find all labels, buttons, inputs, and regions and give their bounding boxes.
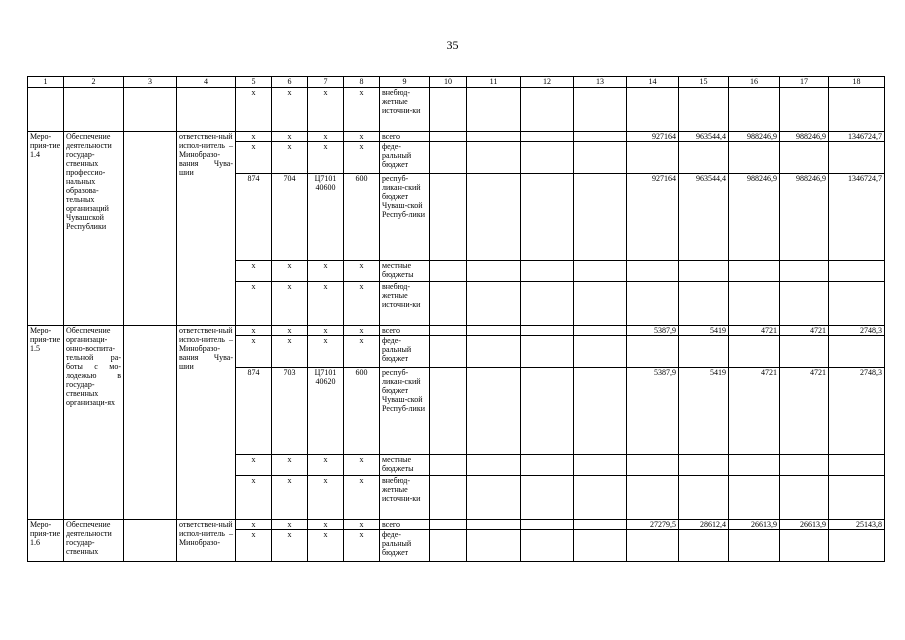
column-number: 3 bbox=[124, 77, 177, 88]
column-number: 2 bbox=[64, 77, 124, 88]
column-number: 12 bbox=[521, 77, 574, 88]
table-row: Меро-прия-тие 1.4 Обеспечение деятельности государ-ственных профессио-нальных образова-тельных организаций Чувашской Республики ответствен-ный испол-нитель – Минобразо-вания Чува-шии х х х х всего 927164 963544,4 988246,9 988246,9 1346724,7 bbox=[28, 132, 885, 142]
column-number: 7 bbox=[308, 77, 344, 88]
source-cell: феде-ральный бюджет bbox=[380, 142, 430, 174]
column-number-row bbox=[28, 77, 885, 88]
table-row: х х х х местные бюджеты bbox=[28, 261, 885, 282]
table-row: х х х х внебюд-жетные источни-ки bbox=[28, 282, 885, 326]
column-number: 13 bbox=[574, 77, 627, 88]
table-row: х х х х феде-ральный бюджет bbox=[28, 142, 885, 174]
column-number: 9 bbox=[380, 77, 430, 88]
column-number: 14 bbox=[627, 77, 679, 88]
source-cell: местные бюджеты bbox=[380, 261, 430, 282]
source-cell: феде-ральный бюджет bbox=[380, 530, 430, 562]
table-row: х х х х внебюд-жетные источни-ки bbox=[28, 476, 885, 520]
column-number: 18 bbox=[829, 77, 885, 88]
column-number: 17 bbox=[780, 77, 829, 88]
table-row: Меро-прия-тие 1.5 Обеспечение организаци-онно-воспита-тельной ра-боты с мо-лодежью в государ-ственных организаци-ях ответствен-ный испол-нитель – Минобразо-вания Чува-шии х х х х всего 5387,9 5419 4721 4721 2748,3 bbox=[28, 326, 885, 336]
table-row: х х х х местные бюджеты bbox=[28, 455, 885, 476]
source-cell: феде-ральный бюджет bbox=[380, 336, 430, 368]
column-number: 16 bbox=[729, 77, 780, 88]
measure-executor: ответствен-ный испол-нитель – Минобразо-вания Чува-шии bbox=[177, 132, 236, 326]
source-cell: респуб-ликан-ский бюджет Чуваш-ской Респуб-лики bbox=[380, 368, 430, 455]
column-number: 5 bbox=[236, 77, 272, 88]
cell-x: х bbox=[344, 88, 380, 132]
budget-table bbox=[27, 76, 885, 562]
cell-x: х bbox=[272, 88, 308, 132]
measure-code: Меро-прия-тие 1.6 bbox=[28, 520, 64, 562]
table-row: 874 703 Ц7101 40620 600 респуб-ликан-ский бюджет Чуваш-ской Респуб-лики 5387,9 5419 4721 4721 2748,3 bbox=[28, 368, 885, 455]
cell-x: х bbox=[308, 88, 344, 132]
source-cell: внебюд-жетные источни-ки bbox=[380, 282, 430, 326]
source-cell: местные бюджеты bbox=[380, 455, 430, 476]
column-number: 4 bbox=[177, 77, 236, 88]
column-number: 8 bbox=[344, 77, 380, 88]
source-cell: всего bbox=[380, 132, 430, 142]
source-cell: всего bbox=[380, 326, 430, 336]
cell-x: х bbox=[236, 88, 272, 132]
table-row: Меро-прия-тие 1.6 Обеспечение деятельности государ-ственных ответствен-ный испол-нитель – Минобразо- х х х х всего 27279,5 28612,4 26613,9 26613,9 25143,8 bbox=[28, 520, 885, 530]
source-cell: всего bbox=[380, 520, 430, 530]
table-row: 874 704 Ц7101 40600 600 респуб-ликан-ский бюджет Чуваш-ской Респуб-лики 927164 963544,4 988246,9 988246,9 1346724,7 bbox=[28, 174, 885, 261]
table-row: х х х х феде-ральный бюджет bbox=[28, 336, 885, 368]
column-number: 1 bbox=[28, 77, 64, 88]
measure-executor: ответствен-ный испол-нитель – Минобразо-вания Чува-шии bbox=[177, 326, 236, 520]
measure-code: Меро-прия-тие 1.4 bbox=[28, 132, 64, 326]
column-number: 11 bbox=[467, 77, 521, 88]
source-cell: внебюд-жетные источни-ки bbox=[380, 476, 430, 520]
measure-name: Обеспечение организаци-онно-воспита-тельной ра-боты с мо-лодежью в государ-ственных организаци-ях bbox=[64, 326, 124, 520]
measure-name: Обеспечение деятельности государ-ственных профессио-нальных образова-тельных организаций Чувашской Республики bbox=[64, 132, 124, 326]
page-number: 35 bbox=[446, 38, 459, 52]
column-number: 15 bbox=[679, 77, 729, 88]
measure-code: Меро-прия-тие 1.5 bbox=[28, 326, 64, 520]
table-row: х х х х феде-ральный бюджет bbox=[28, 530, 885, 562]
column-number: 10 bbox=[430, 77, 467, 88]
source-cell: внебюд-жетные источни-ки bbox=[380, 88, 430, 132]
measure-executor: ответствен-ный испол-нитель – Минобразо- bbox=[177, 520, 236, 562]
source-cell: респуб-ликан-ский бюджет Чуваш-ской Респуб-лики bbox=[380, 174, 430, 261]
measure-name: Обеспечение деятельности государ-ственных bbox=[64, 520, 124, 562]
column-number: 6 bbox=[272, 77, 308, 88]
table-row bbox=[28, 88, 885, 132]
